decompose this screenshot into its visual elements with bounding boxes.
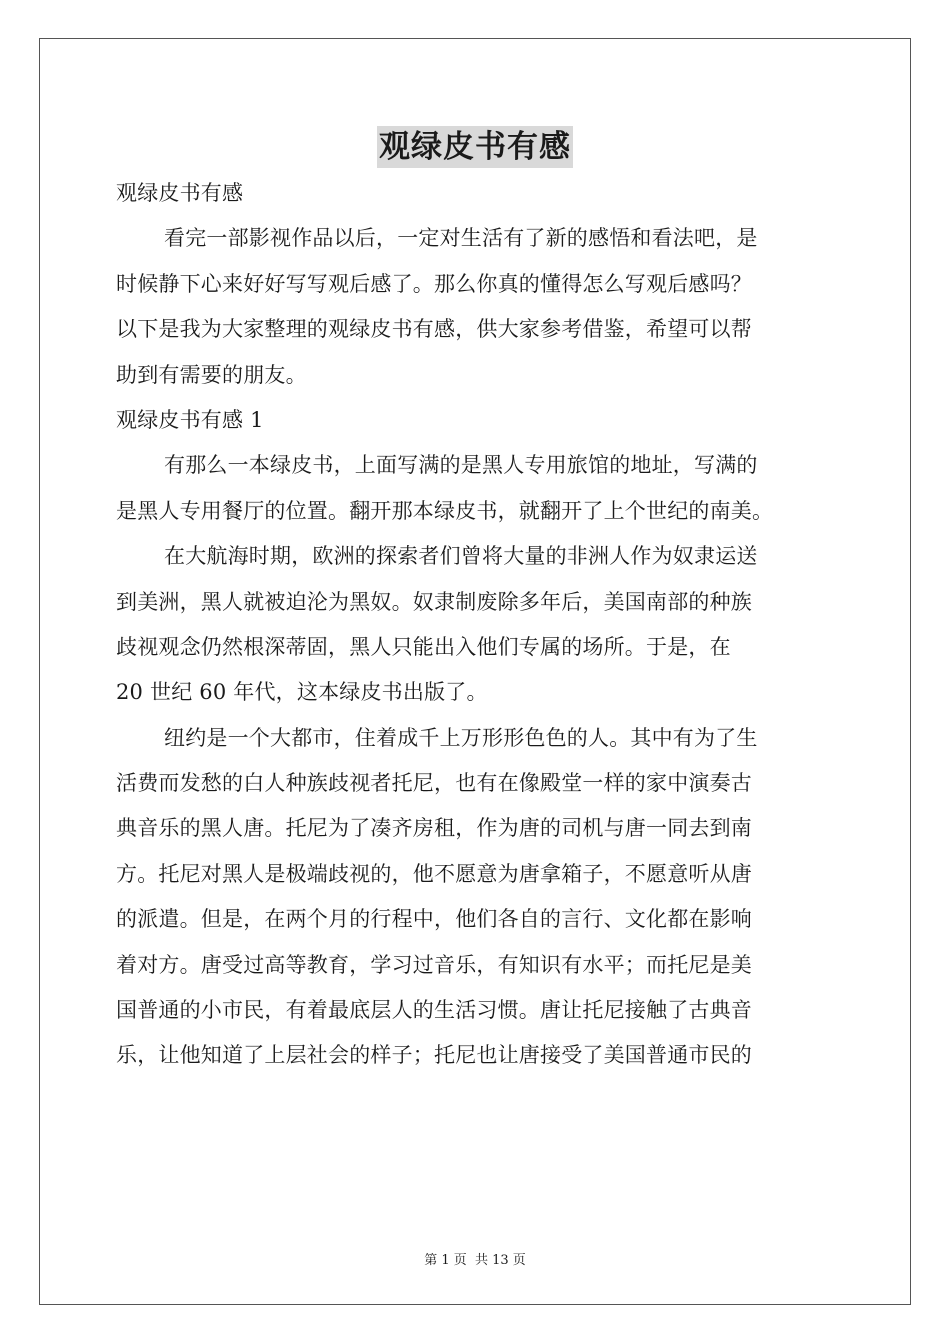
body-line: 活费而发愁的白人种族歧视者托尼，也有在像殿堂一样的家中演奏古 bbox=[116, 771, 752, 796]
body-line: 方。托尼对黑人是极端歧视的，他不愿意为唐拿箱子，不愿意听从唐 bbox=[116, 861, 752, 886]
body-line: 纽约是一个大都市，住着成千上万形形色色的人。其中有为了生 bbox=[164, 725, 758, 750]
document-body bbox=[116, 180, 836, 1088]
body-line: 在大航海时期，欧洲的探索者们曾将大量的非洲人作为奴隶运送 bbox=[164, 544, 758, 569]
body-line: 有那么一本绿皮书，上面写满的是黑人专用旅馆的地址，写满的 bbox=[164, 453, 758, 478]
body-line: 以下是我为大家整理的观绿皮书有感，供大家参考借鉴，希望可以帮 bbox=[116, 317, 752, 342]
document-title: 观绿皮书有感 bbox=[377, 126, 573, 168]
page-number: 第 1 页 bbox=[424, 1253, 467, 1268]
body-line: 歧视观念仍然根深蒂固，黑人只能出入他们专属的场所。于是，在 bbox=[116, 634, 731, 659]
body-line: 时候静下心来好好写写观后感了。那么你真的懂得怎么写观后感吗？ bbox=[116, 271, 752, 296]
body-line: 看完一部影视作品以后，一定对生活有了新的感悟和看法吧，是 bbox=[164, 226, 758, 251]
body-line: 国普通的小市民，有着最底层人的生活习惯。唐让托尼接触了古典音 bbox=[116, 998, 752, 1023]
body-line: 典音乐的黑人唐。托尼为了凑齐房租，作为唐的司机与唐一同去到南 bbox=[116, 816, 752, 841]
title-container bbox=[0, 126, 950, 168]
body-line: 的派遣。但是，在两个月的行程中，他们各自的言行、文化都在影响 bbox=[116, 907, 752, 932]
body-line: 观绿皮书有感 bbox=[116, 181, 244, 205]
section-heading: 观绿皮书有感 1 bbox=[116, 407, 264, 432]
body-line: 着对方。唐受过高等教育，学习过音乐，有知识有水平；而托尼是美 bbox=[116, 952, 752, 977]
body-line: 助到有需要的朋友。 bbox=[116, 362, 307, 387]
page-footer bbox=[0, 1249, 950, 1268]
body-line: 是黑人专用餐厅的位置。翻开那本绿皮书，就翻开了上个世纪的南美。 bbox=[116, 498, 774, 523]
body-line: 20 世纪 60 年代，这本绿皮书出版了。 bbox=[116, 680, 488, 705]
body-line: 到美洲，黑人就被迫沦为黑奴。奴隶制废除多年后，美国南部的种族 bbox=[116, 589, 752, 614]
page-total: 共 13 页 bbox=[474, 1253, 526, 1268]
body-line: 乐，让他知道了上层社会的样子；托尼也让唐接受了美国普通市民的 bbox=[116, 1043, 752, 1068]
